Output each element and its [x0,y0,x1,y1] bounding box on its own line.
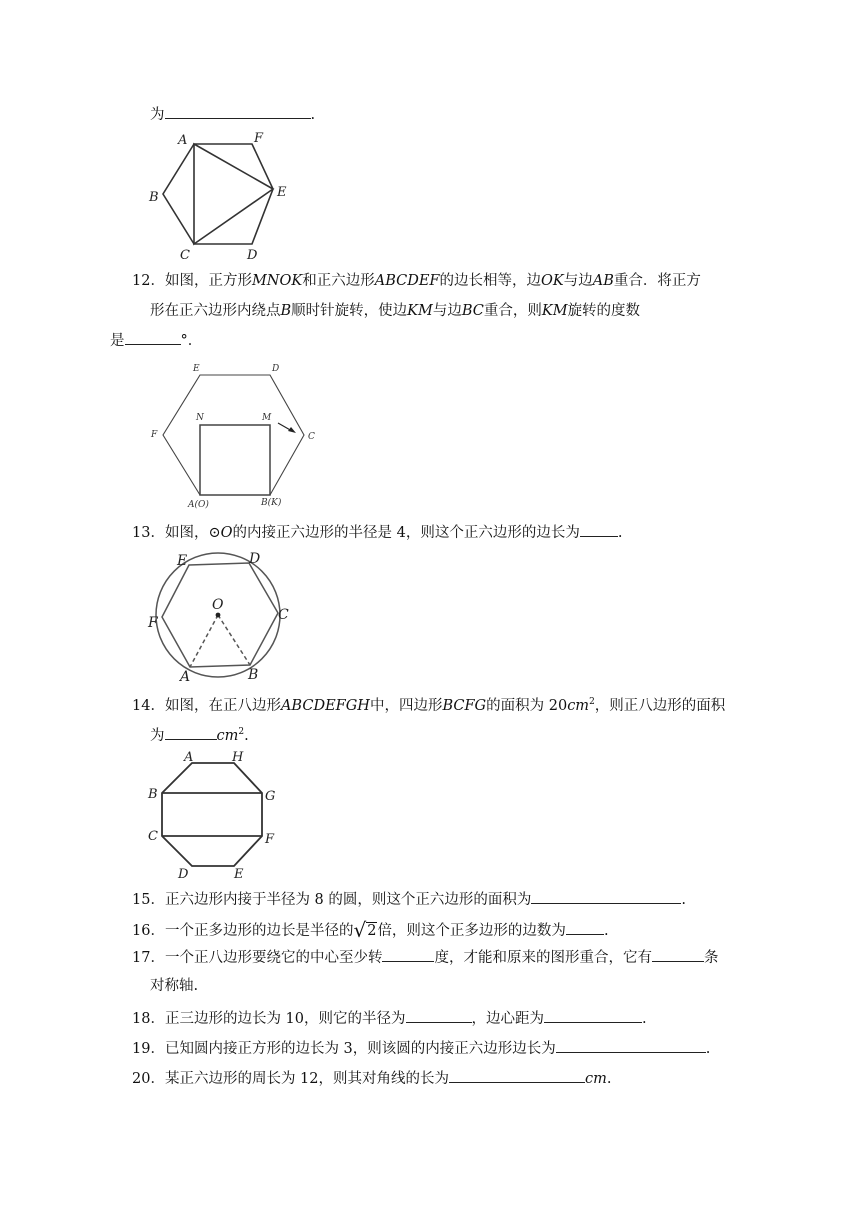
vertex-label-e: E [234,867,244,882]
q17-line-1: 17．一个正八边形要绕它的中心至少转 度，才能和原来的图形重合，它有 条 [132,947,718,968]
answer-blank[interactable] [556,1038,706,1053]
vertex-label-c: C [180,248,190,263]
q19-line: 19．已知圆内接正方形的边长为 3，则该圆的内接正六边形边长为 . [132,1038,710,1059]
vertex-label-m: M [262,413,272,423]
q12-line-1: 12．如图，正方形MNOK和正六边形ABCDEF的边长相等，边OK与边AB重合．将正方 [132,273,701,289]
q16-line: 16．一个正多边形的边长是半径的√2倍，则这个正多边形的边数为 . [132,918,609,942]
vertex-label-f: F [148,615,158,631]
vertex-label-b: B [148,787,158,802]
vertex-label-d: D [249,551,261,567]
vertex-label-b: B [149,190,159,205]
answer-blank[interactable] [406,1008,472,1023]
figure-circle-hexagon [145,545,300,685]
q12-line-2: 形在正六边形内绕点B顺时针旋转，使边KM与边BC重合，则KM旋转的度数 [150,303,641,319]
vertex-label-b: B [248,667,259,683]
radius-ob [218,615,250,665]
vertex-label-c: C [308,432,315,442]
figure-octagon [143,748,288,880]
vertex-label-g: G [265,789,276,804]
q14-line-2: 为 $cm^2$. [150,727,249,744]
answer-blank[interactable] [652,947,704,962]
vertex-label-c: C [278,607,289,623]
vertex-label-f: F [151,430,158,440]
vertex-label-a: A [184,750,194,765]
answer-blank[interactable] [449,1068,585,1083]
vertex-label-f: F [265,832,275,847]
q12-line-3: 是 °． [110,330,202,351]
answer-blank[interactable] [544,1008,642,1023]
arrow-head [288,427,296,433]
triangle-ace [194,144,273,244]
vertex-label-a: A [178,133,188,148]
hexagon-shape [163,375,304,495]
answer-blank[interactable] [580,522,618,537]
answer-blank[interactable] [531,889,681,904]
q14-line-1: 14．如图，在正八边形ABCDEFGH中，四边形BCFG的面积为 $20cm^2$，则正八边形的面积 [132,697,726,714]
center-label-o: O [212,597,224,613]
answer-blank[interactable] [125,330,181,345]
vertex-label-h: H [232,750,244,765]
figure-hexagon-square [145,360,325,510]
q20-line: 20．某正六边形的周长为 12，则其对角线的长为 cm. [132,1068,612,1089]
sqrt-symbol: √2 [353,918,377,942]
vertex-label-e: E [177,553,188,569]
vertex-label-d: D [272,364,280,374]
vertex-label-a: A [180,669,191,685]
vertex-label-c: C [148,829,158,844]
center-point [216,613,221,618]
answer-blank[interactable] [566,920,604,935]
answer-blank[interactable] [165,725,217,740]
q15-line: 15．正六边形内接于半径为 8 的圆，则这个正六边形的面积为 . [132,889,686,910]
vertex-label-e: E [277,185,287,200]
vertex-label-d: D [178,867,189,882]
vertex-label-a-o: A(O) [188,500,209,510]
radius-oa [190,615,218,667]
figure-hexagon-triangle [140,128,300,262]
q17-line-2: 对称轴. [150,978,199,994]
octagon-shape [162,763,262,866]
vertex-label-f: F [254,131,264,146]
vertex-label-n: N [196,413,204,423]
vertex-label-b-k: B(K) [261,498,282,508]
hexagon-shape [163,144,273,244]
q11-answer-line: 为 . [150,104,315,125]
answer-blank[interactable] [165,104,311,119]
vertex-label-e: E [193,364,200,374]
answer-blank[interactable] [382,947,434,962]
q18-line: 18．正三边形的边长为 10，则它的半径为 ，边心距为 . [132,1008,647,1029]
square-mnok [200,425,270,495]
q13-line: 13．如图，⊙O的内接正六边形的半径是 4，则这个正六边形的边长为 . [132,522,622,543]
vertex-label-d: D [247,248,258,263]
